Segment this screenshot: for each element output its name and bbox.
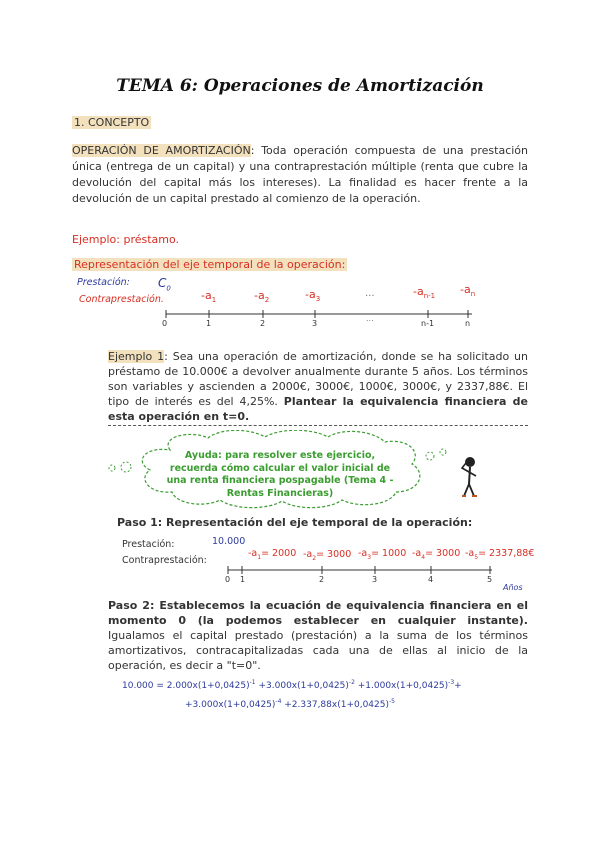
amount-sub: 1 (211, 296, 217, 305)
contraprestacion-label: Contraprestación: (122, 555, 207, 566)
axis-label-years: Años (503, 583, 523, 592)
paso2-text: Igualamos el capital prestado (prestación) a la suma de los términos amortizativos, contracapitalizadas cada una de ellas al inicio de la operación, es decir a "t=0". (108, 629, 528, 672)
eq-exponent: -1 (249, 679, 256, 686)
principal-value: 10.000 (212, 536, 246, 547)
prestacion-label: Prestación: (77, 277, 130, 288)
tick-label: 2 (319, 575, 325, 584)
eq-term: +2.337,88x(1+0,0425) (281, 700, 389, 710)
amount-sub: 2 (264, 296, 270, 305)
dashed-divider (108, 425, 528, 426)
term-sub: 2 (312, 554, 317, 562)
term-value: = 2000 (261, 548, 297, 559)
tick-label: 5 (487, 575, 493, 584)
tick-label: 0 (162, 319, 168, 328)
amount-sub: n (470, 290, 476, 299)
ejemplo1-text: : Sea una operación de amortización, donde se ha solicitado un préstamo de 10.000€ a devolver anualmente durante 5 años. Los términos son variables y ascienden a 2000€, 3000€, 1000€, 3000€, y 2337,88€. El tipo de interés es del 4,25%. (108, 350, 528, 408)
amount-base: -a (413, 285, 424, 298)
contraprestacion-label: Contraprestación. (79, 294, 164, 305)
figure-head (465, 457, 475, 467)
amount-base: ... (365, 288, 375, 299)
tick-label: 2 (260, 319, 266, 328)
tick-label: 0 (225, 575, 231, 584)
amount-ellipsis (365, 288, 375, 299)
definition-paragraph (72, 143, 528, 207)
eq-term: +3.000x(1+0,0425) (185, 700, 276, 710)
term-value: = 2337,88€ (478, 548, 535, 559)
term-4 (412, 548, 460, 561)
definition-text: : Toda operación compuesta de una prestación única (entrega de un capital) y una contraprestación múltiple (renta que cubre la devolución del capital más los intereses). La finalidad es hacer frente a la devolución de un capital prestado al comienzo de la operación. (72, 144, 528, 205)
ejemplo1-label: Ejemplo 1 (108, 350, 165, 363)
cloud-bubble (121, 462, 131, 472)
term-sub: 3 (367, 553, 372, 561)
ejemplo1-bold: Plantear la equivalencia financiera de esta operación en t=0. (108, 395, 528, 423)
paso2-paragraph (108, 598, 528, 673)
paso1-heading: Paso 1: Representación del eje temporal de la operación: (117, 516, 473, 529)
term-5 (465, 548, 534, 561)
term-prefix: -a (358, 548, 368, 559)
amount-base: -a (254, 289, 265, 302)
section-heading: 1. CONCEPTO (74, 116, 150, 129)
amount-an (460, 283, 475, 298)
cloud-bubble (440, 449, 446, 455)
eq-exponent: -5 (389, 698, 395, 705)
term-value: = 3000 (425, 548, 461, 559)
term-1 (248, 548, 296, 561)
tick-label: 4 (428, 575, 434, 584)
figure-body (469, 467, 470, 484)
term-prefix: -a (465, 548, 475, 559)
cloud-bubble (109, 465, 115, 471)
equation-line-1 (122, 679, 462, 691)
thinking-figure-icon (452, 452, 492, 502)
term-prefix: -a (248, 548, 258, 559)
term-sub: 4 (421, 553, 426, 561)
prestacion-label: Prestación: (122, 539, 175, 550)
eq-exponent: -4 (275, 698, 282, 705)
amount-sub: n-1 (423, 292, 436, 301)
eq-exponent: -3 (448, 679, 455, 686)
tick-label: 1 (240, 575, 246, 584)
term-sub: 1 (257, 553, 262, 561)
tick-label: 3 (312, 319, 318, 328)
figure-legs (464, 484, 474, 496)
term-3 (358, 548, 406, 561)
representation-label: Representación del eje temporal de la operación: (74, 258, 346, 271)
eq-term: + (454, 681, 462, 691)
definition-term: OPERACIÓN DE AMORTIZACIÓN (72, 144, 251, 157)
timeline-2-axis (220, 562, 500, 582)
paso2-bold: Paso 2: Establecemos la ecuación de equivalencia financiera en el momento 0 (la podemos establecer en cualquier instante). (108, 599, 528, 627)
term-value: = 1000 (371, 548, 407, 559)
tick-label: 1 (206, 319, 212, 328)
term-2 (303, 549, 351, 562)
amount-base: -a (460, 283, 471, 296)
tick-label: n-1 (421, 319, 435, 328)
term-prefix: -a (412, 548, 422, 559)
help-cloud-text: Ayuda: para resolver este ejercicio, recuerda cómo calcular el valor inicial de una renta financiera pospagable (Tema 4 -Rentas Financieras) (166, 450, 394, 499)
term-sub: 5 (474, 553, 479, 561)
amount-sub: 3 (315, 295, 321, 304)
amount-base: -a (305, 288, 316, 301)
cloud-bubble (426, 452, 434, 460)
term-value: = 3000 (316, 549, 352, 560)
amount-base: -a (201, 289, 212, 302)
eq-term: +3.000x(1+0,0425) (255, 681, 349, 691)
ejemplo1-paragraph (108, 349, 528, 424)
tick-label: ... (366, 314, 374, 323)
eq-term: 10.000 = 2.000x(1+0,0425) (122, 681, 250, 691)
c0-base: C (158, 276, 167, 290)
tick-label: 3 (372, 575, 378, 584)
amount-an-1 (413, 285, 435, 300)
eq-term: +1.000x(1+0,0425) (354, 681, 449, 691)
page-title: TEMA 6: Operaciones de Amortización (116, 76, 484, 96)
tick-label: n (465, 319, 471, 328)
example-label: Ejemplo: préstamo. (72, 233, 180, 246)
equation-line-2 (185, 698, 395, 710)
term-prefix: -a (303, 549, 313, 560)
eq-exponent: -2 (348, 679, 355, 686)
c0-sub: 0 (166, 284, 171, 293)
c0-label (158, 276, 171, 292)
